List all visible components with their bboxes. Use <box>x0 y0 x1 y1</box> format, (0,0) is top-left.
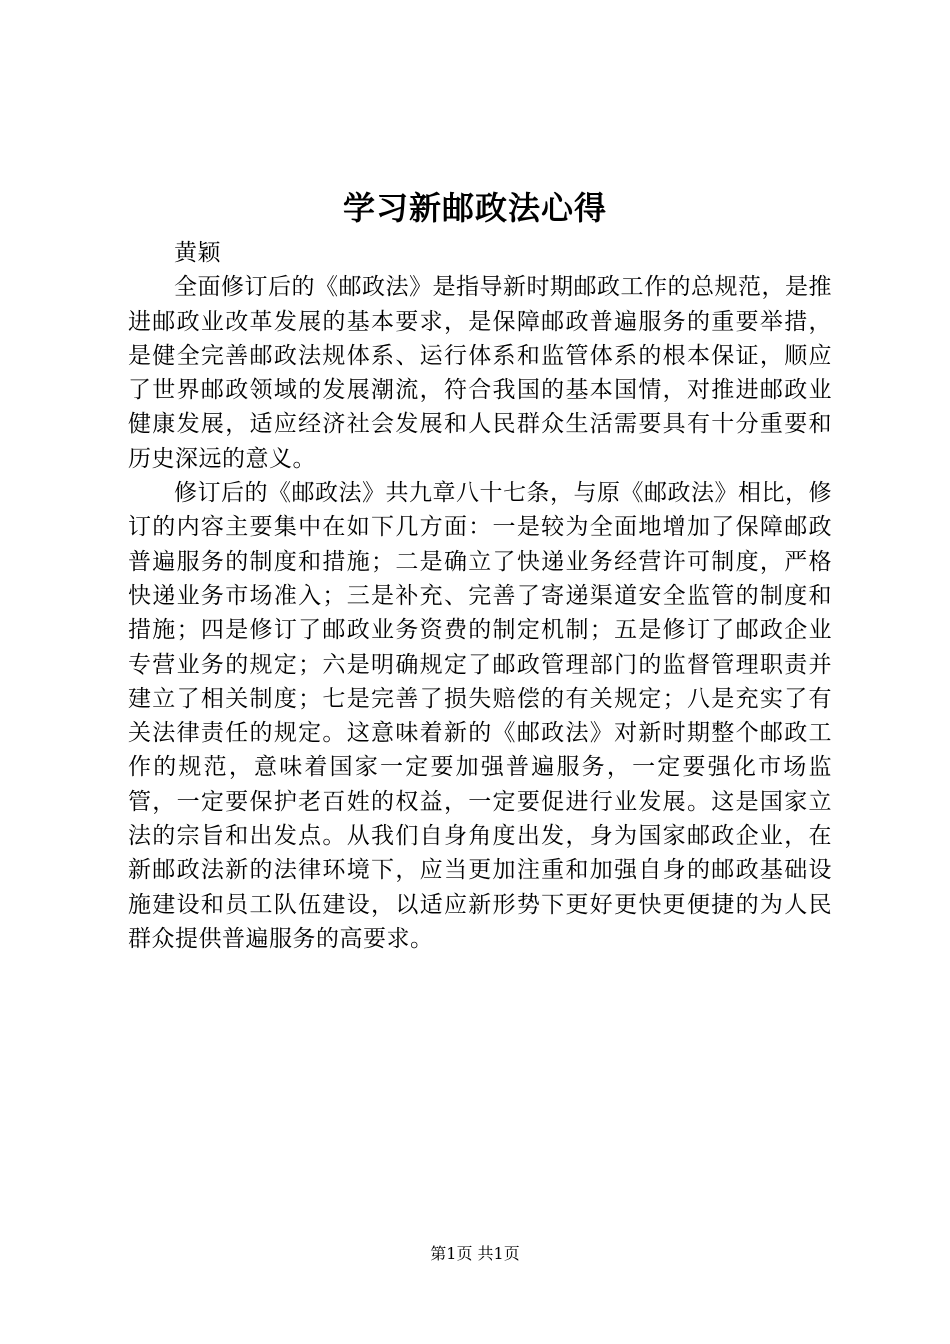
document-body <box>128 236 832 956</box>
page-number-footer: 第1页 共1页 <box>430 1244 520 1263</box>
author-line: 黄颖 <box>174 240 221 266</box>
body-paragraph: 修订后的《邮政法》共九章八十七条，与原《邮政法》相比，修订的内容主要集中在如下几方面：一是较为全面地增加了保障邮政普遍服务的制度和措施；二是确立了快递业务经营许可制度，严格快递业务市场准入；三是补充、完善了寄递渠道安全监管的制度和措施；四是修订了邮政业务资费的制定机制；五是修订了邮政企业专营业务的规定；六是明确规定了邮政管理部门的监督管理职责并建立了相关制度；七是完善了损失赔偿的有关规定；八是充实了有关法律责任的规定。这意味着新的《邮政法》对新时期整个邮政工作的规范，意味着国家一定要加强普遍服务，一定要强化市场监管，一定要保护老百姓的权益，一定要促进行业发展。这是国家立法的宗旨和出发点。从我们自身角度出发，身为国家邮政企业，在新邮政法新的法律环境下，应当更加注重和加强自身的邮政基础设施建设和员工队伍建设，以适应新形势下更好更快更便捷的为人民群众提供普遍服务的高要求。 <box>128 480 832 952</box>
document-title: 学习新邮政法心得 <box>342 189 607 227</box>
body-paragraph: 全面修订后的《邮政法》是指导新时期邮政工作的总规范，是推进邮政业改革发展的基本要求，是保障邮政普遍服务的重要举措，是健全完善邮政法规体系、运行体系和监管体系的根本保证，顺应了世界邮政领域的发展潮流，符合我国的基本国情，对推进邮政业健康发展，适应经济社会发展和人民群众生活需要具有十分重要和历史深远的意义。 <box>128 274 832 472</box>
